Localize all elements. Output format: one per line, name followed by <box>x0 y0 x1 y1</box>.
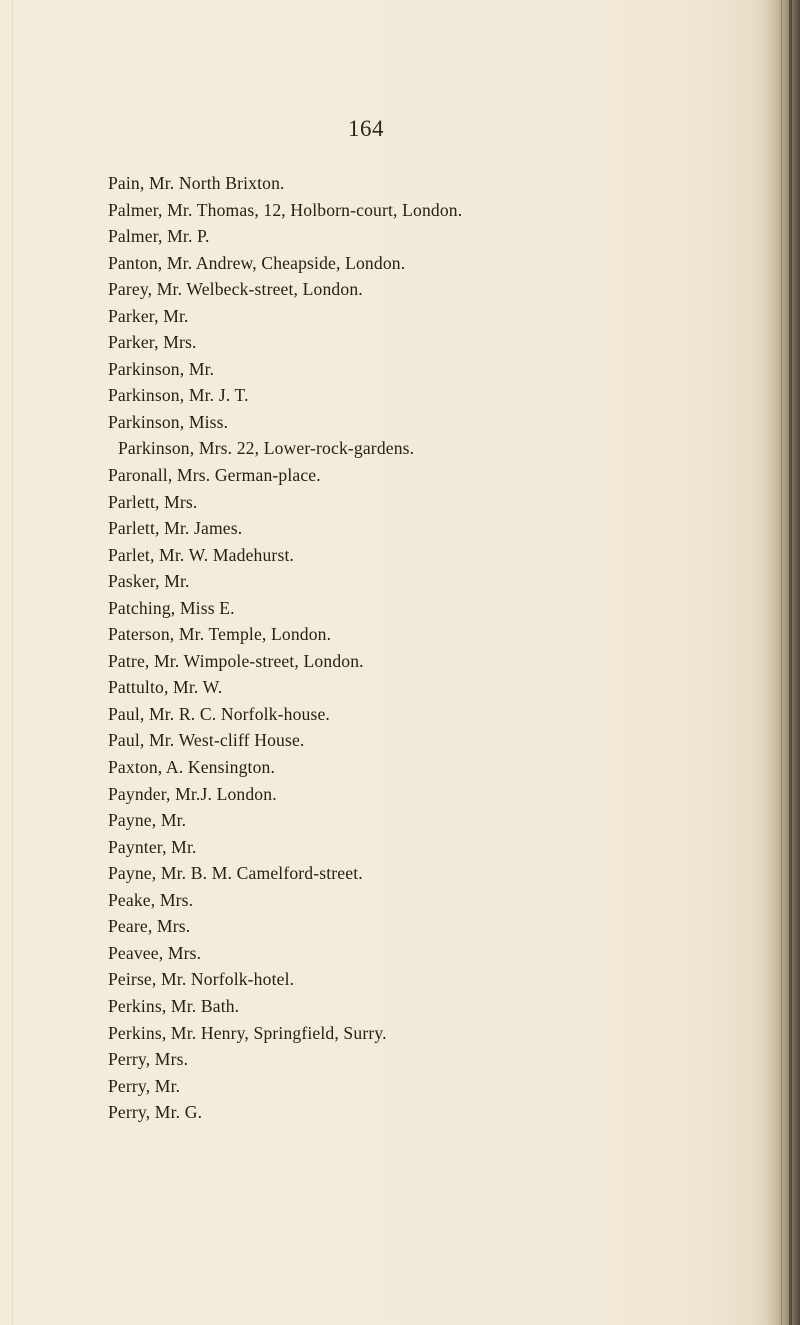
list-item: Payne, Mr. <box>108 810 187 831</box>
list-item: Perry, Mr. <box>108 1075 181 1096</box>
list-item: Perry, Mr. G. <box>108 1102 203 1123</box>
binding-spine-edge <box>789 0 792 1325</box>
list-item: Peake, Mrs. <box>108 889 194 910</box>
list-item: Patching, Miss E. <box>108 597 235 618</box>
list-item: Palmer, Mr. Thomas, 12, Holborn-court, London. <box>108 199 463 220</box>
list-item: Parker, Mr. <box>108 305 189 326</box>
list-item: Perry, Mrs. <box>108 1049 189 1070</box>
subscriber-list <box>108 170 758 1126</box>
book-binding-shadow <box>766 0 800 1325</box>
list-item: Pattulto, Mr. W. <box>108 677 223 698</box>
list-item: Pain, Mr. North Brixton. <box>108 173 285 193</box>
list-item: Parkinson, Miss. <box>108 411 229 432</box>
list-item: Peare, Mrs. <box>108 916 191 937</box>
list-item: Paterson, Mr. Temple, London. <box>108 624 332 645</box>
list-item: Parey, Mr. Welbeck-street, London. <box>108 279 363 300</box>
list-item: Patre, Mr. Wimpole-street, London. <box>108 650 364 671</box>
list-item: Paul, Mr. R. C. Norfolk-house. <box>108 703 330 724</box>
list-item: Parlett, Mr. James. <box>108 518 243 539</box>
list-item: Peirse, Mr. Norfolk-hotel. <box>108 969 295 990</box>
list-item: Pasker, Mr. <box>108 571 190 592</box>
page-edge-line <box>12 0 13 1325</box>
list-item: Perkins, Mr. Henry, Springfield, Surry. <box>108 1022 387 1043</box>
list-item: Paul, Mr. West-cliff House. <box>108 730 305 751</box>
page-number: 164 <box>348 116 384 141</box>
list-item: Parlett, Mrs. <box>108 491 198 512</box>
list-item: Peavee, Mrs. <box>108 942 202 963</box>
list-item: Parker, Mrs. <box>108 332 197 353</box>
list-item: Parkinson, Mr. J. T. <box>108 385 249 406</box>
list-item: Paynter, Mr. <box>108 836 197 857</box>
list-item: Paronall, Mrs. German-place. <box>108 465 321 486</box>
list-item: Payne, Mr. B. M. Camelford-street. <box>108 863 363 884</box>
list-item: Paynder, Mr.J. London. <box>108 783 277 804</box>
list-item: Perkins, Mr. Bath. <box>108 995 240 1016</box>
list-item: Panton, Mr. Andrew, Cheapside, London. <box>108 252 406 273</box>
binding-crease <box>781 0 782 1325</box>
list-item: Palmer, Mr. P. <box>108 226 210 247</box>
list-item: Parkinson, Mr. <box>108 358 215 379</box>
list-item: Parkinson, Mrs. 22, Lower-rock-gardens. <box>118 438 415 459</box>
list-item: Paxton, A. Kensington. <box>108 757 276 778</box>
list-item: Parlet, Mr. W. Madehurst. <box>108 544 295 565</box>
